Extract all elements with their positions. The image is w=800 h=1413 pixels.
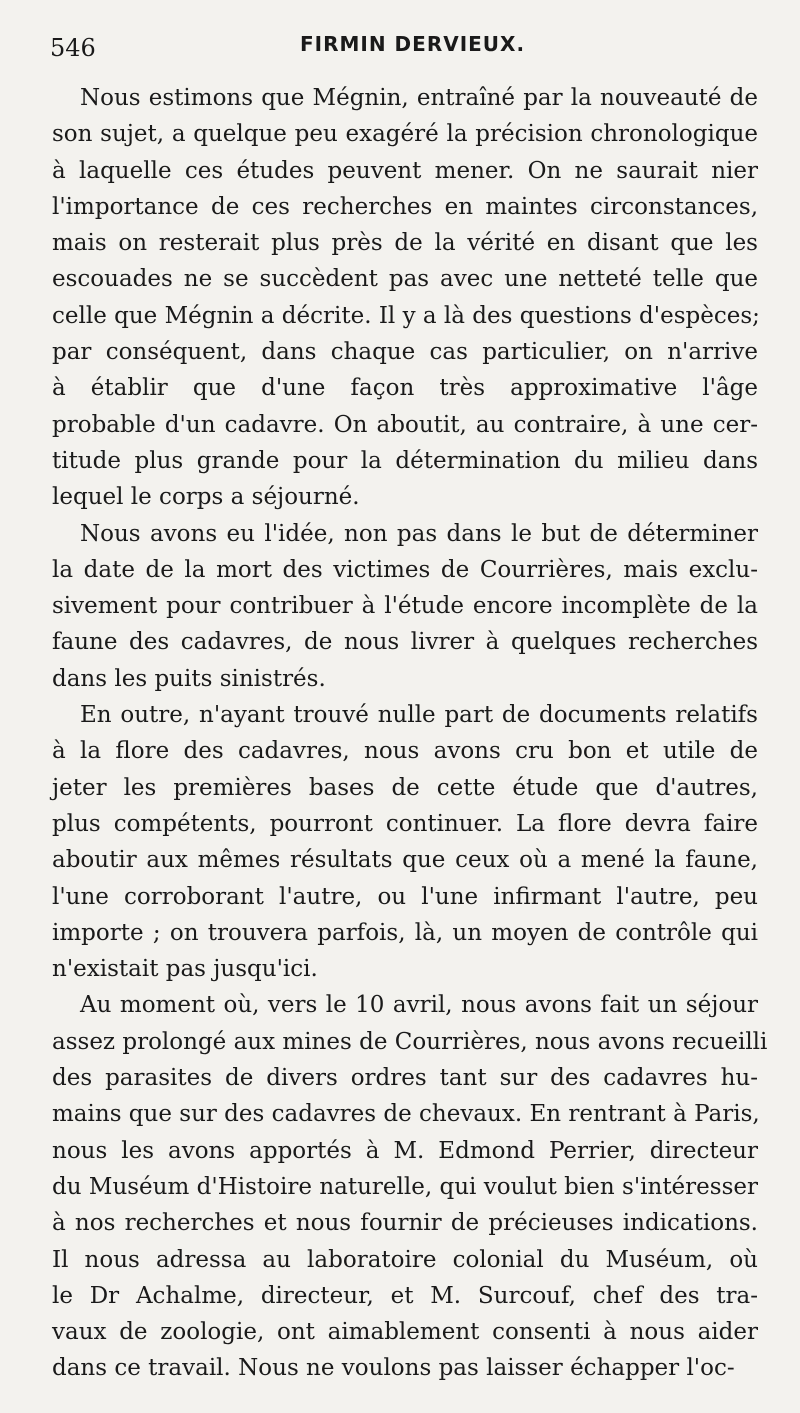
text-line: à nos recherches et nous fournir de précieuses indications. (52, 1210, 758, 1237)
paragraph (52, 80, 758, 516)
paragraph (52, 516, 758, 697)
running-head: FIRMIN DERVIEUX. (300, 32, 526, 56)
paragraph (52, 987, 768, 1386)
text-line: jeter les premières bases de cette étude que d'autres, (52, 774, 758, 801)
text-line: nous les avons apportés à M. Edmond Perrier, directeur (52, 1137, 758, 1164)
text-line: la date de la mort des victimes de Courrières, mais exclu- (52, 556, 758, 583)
text-line: du Muséum d'Histoire naturelle, qui voulut bien s'intéresser (52, 1173, 758, 1200)
text-line: plus compétents, pourront continuer. La flore devra faire (52, 810, 758, 837)
text-line: Nous avons eu l'idée, non pas dans le but de déterminer (80, 520, 758, 547)
text-line: Nous estimons que Mégnin, entraîné par la nouveauté de (80, 85, 758, 111)
text-line: celle que Mégnin a décrite. Il y a là des questions d'espèces; (52, 302, 760, 329)
text-line: l'importance de ces recherches en maintes circonstances, (52, 193, 758, 220)
text-line: à la flore des cadavres, nous avons cru bon et utile de (52, 738, 758, 765)
text-line: par conséquent, dans chaque cas particulier, on n'arrive (52, 339, 758, 366)
page-number: 546 (50, 34, 96, 62)
text-line: dans les puits sinistrés. (52, 665, 326, 692)
paragraph (52, 697, 758, 987)
text-line: à établir que d'une façon très approximative l'âge (52, 375, 758, 402)
text-line: son sujet, a quelque peu exagéré la précision chronologique (52, 121, 758, 148)
text-line: mais on resterait plus près de la vérité en disant que les (52, 230, 758, 257)
body-text (52, 80, 768, 1387)
text-line: escouades ne se succèdent pas avec une netteté telle que (52, 266, 758, 293)
text-line: sivement pour contribuer à l'étude encore incomplète de la (52, 593, 758, 620)
text-line: faune des cadavres, de nous livrer à quelques recherches (52, 629, 758, 656)
text-line: titude plus grande pour la détermination du milieu dans (52, 447, 758, 474)
text-line: En outre, n'ayant trouvé nulle part de documents relatifs (80, 702, 758, 729)
text-line: n'existait pas jusqu'ici. (52, 956, 318, 983)
text-line: le Dr Achalme, directeur, et M. Surcouf, chef des tra- (52, 1282, 758, 1309)
page-header (50, 32, 760, 62)
text-line: dans ce travail. Nous ne voulons pas laisser échapper l'oc- (52, 1355, 735, 1382)
text-line: Il nous adressa au laboratoire colonial du Muséum, où (52, 1246, 758, 1273)
text-line: l'une corroborant l'autre, ou l'une infirmant l'autre, peu (52, 883, 758, 910)
text-line: assez prolongé aux mines de Courrières, nous avons recueilli (52, 1028, 768, 1055)
text-line: probable d'un cadavre. On aboutit, au contraire, à une cer- (52, 411, 758, 438)
text-line: mains que sur des cadavres de chevaux. En rentrant à Paris, (52, 1101, 760, 1128)
text-line: des parasites de divers ordres tant sur des cadavres hu- (52, 1065, 758, 1092)
text-line: vaux de zoologie, ont aimablement consenti à nous aider (52, 1319, 758, 1346)
text-line: aboutir aux mêmes résultats que ceux où a mené la faune, (52, 847, 758, 874)
text-line: importe ; on trouvera parfois, là, un moyen de contrôle qui (52, 919, 758, 946)
text-line: lequel le corps a séjourné. (52, 484, 360, 511)
text-line: à laquelle ces études peuvent mener. On ne saurait nier (52, 157, 758, 184)
text-line: Au moment où, vers le 10 avril, nous avons fait un séjour (80, 992, 758, 1019)
